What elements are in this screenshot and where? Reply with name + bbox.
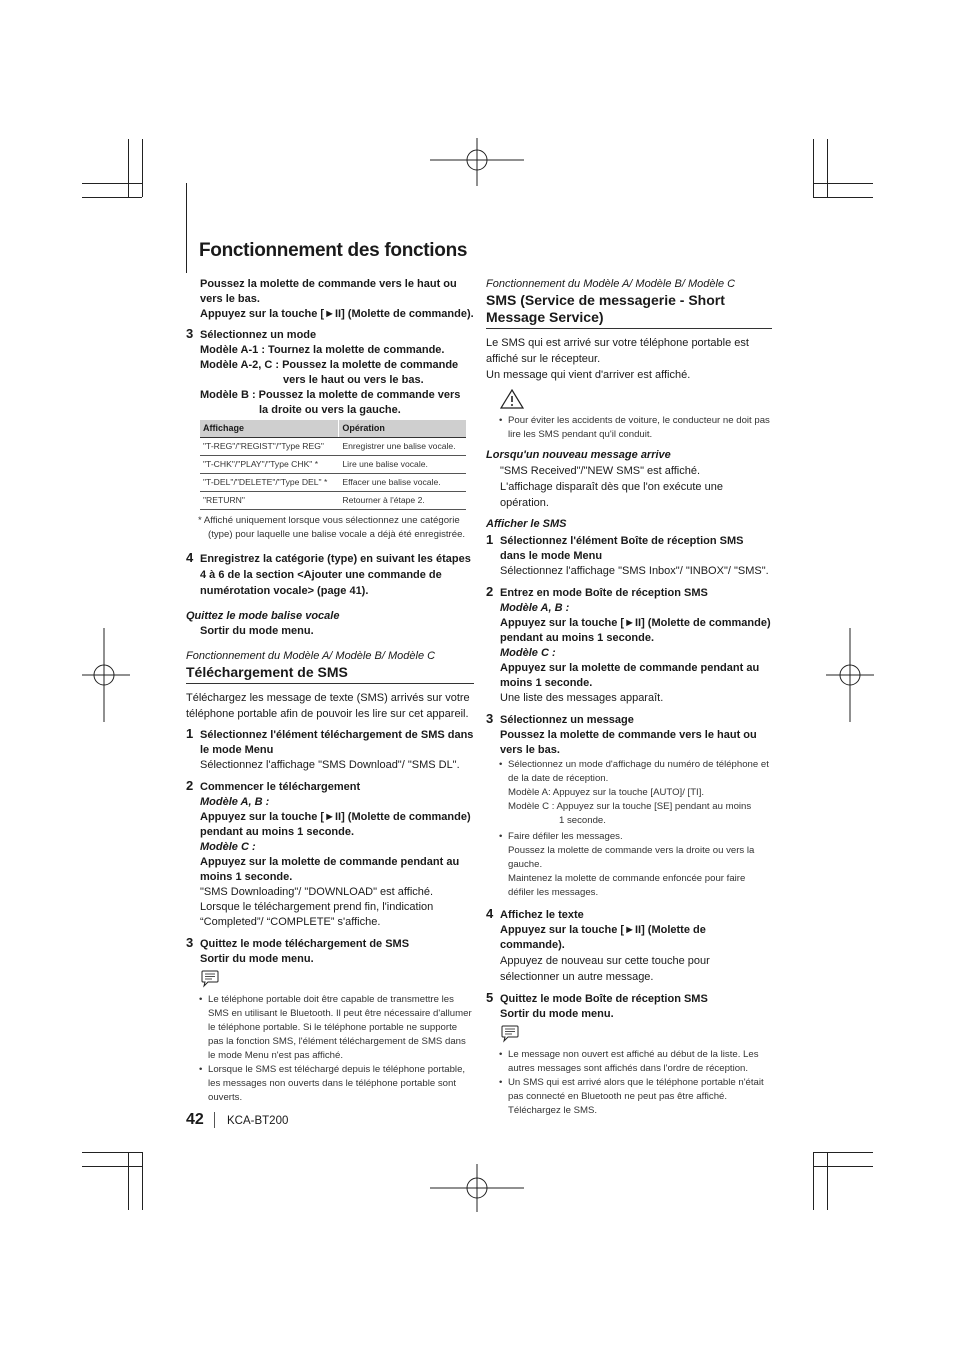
table-header: Opération xyxy=(339,420,466,438)
left-column xyxy=(186,277,474,1105)
note-item: • Lorsque le SMS est téléchargé depuis le téléphone portable, les messages non ouverts dans le téléphone portable sont ouverts. xyxy=(186,1063,474,1105)
step-4: 4 Enregistrez la catégorie (type) en suivant les étapes 4 à 6 de la section <Ajouter une commande de numérotation vocale> (page 41). xyxy=(186,550,471,597)
dl-step-1: 1 Sélectionnez l'élément téléchargement de SMS dans le mode Menu Sélectionnez l'affichage "SMS Download"/ "SMS DL". xyxy=(186,726,474,771)
sms-context: Fonctionnement du Modèle A/ Modèle B/ Modèle C xyxy=(486,278,736,290)
footer-divider xyxy=(214,1112,215,1128)
new-message-text-1: "SMS Received"/"NEW SMS" est affiché. xyxy=(500,465,701,477)
show-sms-title: Afficher le SMS xyxy=(486,518,567,530)
dl-step-3: 3 Quittez le mode téléchargement de SMS Sortir du mode menu. xyxy=(186,935,410,965)
warning-text: • Pour éviter les accidents de voiture, le conducteur ne doit pas lire les SMS pendant qu'il conduit. xyxy=(486,414,772,442)
warning-icon xyxy=(500,389,772,414)
sms-intro-2: Un message qui vient d'arriver est affiché. xyxy=(486,369,691,381)
note-icon xyxy=(486,1025,772,1048)
note-icon xyxy=(186,970,474,993)
model-name: KCA-BT200 xyxy=(227,1115,289,1127)
sms-heading: SMS (Service de messagerie - Short Message Service) xyxy=(486,292,772,329)
sms-step-3-bullet: • Faire défiler les messages. xyxy=(486,830,772,844)
intro-instruction-1: Poussez la molette de commande vers le haut ou vers le bas. xyxy=(200,278,457,305)
intro-instruction-2: Appuyez sur la touche [►II] (Molette de commande). xyxy=(200,308,474,320)
registration-mark-right xyxy=(826,628,874,722)
quit-voice-tag-text: Sortir du mode menu. xyxy=(200,625,314,637)
note-item: • Un SMS qui est arrivé alors que le téléphone portable n'était pas connecté en Bluetooth ne peut pas être affiché. Téléchargez le SMS. xyxy=(486,1076,772,1118)
table-row: "RETURN" Retourner à l'étape 2. xyxy=(200,492,466,510)
sms-intro-1: Le SMS qui est arrivé sur votre téléphone portable est affiché sur le récepteur. xyxy=(486,337,749,365)
table-header: Affichage xyxy=(200,420,339,438)
sms-step-4: 4 Affichez le texte Appuyez sur la touche [►II] (Molette de commande). Appuyez de nouveau sur cette touche pour sélectionner un autre message. xyxy=(486,906,710,983)
note-item: • Le téléphone portable doit être capable de transmettre les SMS en utilisant le Bluetooth. Il peut être nécessaire d'allumer le téléphone portable. Si le téléphone portable ne supporte pas la fonction SMS, l'élément téléchargement de SMS dans le mode Menu n'est pas affiché. xyxy=(186,993,474,1063)
sms-step-3: 3 Sélectionnez un message Poussez la molette de commande vers le haut ou vers le bas. xyxy=(486,711,757,756)
note-item: • Le message non ouvert est affiché au début de la liste. Les autres messages sont affichés dans l'ordre de réception. xyxy=(486,1048,772,1076)
registration-mark-top xyxy=(430,138,524,186)
sms-download-intro: Téléchargez les message de texte (SMS) arrivés sur votre téléphone portable afin de pouvoir les lire sur cet appareil. xyxy=(186,692,470,720)
page-number: 42 xyxy=(186,1111,204,1128)
registration-mark-bottom xyxy=(430,1164,524,1212)
registration-mark-left xyxy=(82,628,130,722)
step-3: 3 Sélectionnez un mode Modèle A-1 : Tournez la molette de commande. Modèle A-2, C : Poussez la molette de commande vers le haut ou vers le bas. Modèle B : Poussez la molette de commande vers la droite ou vers la gauche. xyxy=(186,326,461,416)
sms-download-context: Fonctionnement du Modèle A/ Modèle B/ Modèle C xyxy=(186,650,436,662)
new-message-title: Lorsqu'un nouveau message arrive xyxy=(486,449,671,461)
page-title: Fonctionnement des fonctions xyxy=(199,240,468,261)
table-footnote: * Affiché uniquement lorsque vous sélectionnez une catégorie (type) pour laquelle une balise vocale a déjà été enregistrée. xyxy=(198,515,466,540)
quit-voice-tag-title: Quittez le mode balise vocale xyxy=(186,610,340,622)
new-message-text-2: L'affichage disparaît dès que l'on exécute une opération. xyxy=(500,481,723,509)
sms-step-2: 2 Entrez en mode Boîte de réception SMS Modèle A, B : Appuyez sur la touche [►II] (Molette de commande) pendant au moins 1 seconde. Modèle C : Appuyez sur la molette de commande pendant au moins 1 seconde. Une liste des messages apparaît. xyxy=(486,584,771,704)
dl-step-2: 2 Commencer le téléchargement Modèle A, B : Appuyez sur la touche [►II] (Molette de commande) pendant au moins 1 seconde. Modèle C : Appuyez sur la molette de commande pendant au moins 1 seconde. "SMS Downloading"/ "DOWNLOAD" est affiché. Lorsque le téléchargement prend fin, l'indication “Completed”/ “COMPLETE” s'affiche. xyxy=(186,778,471,928)
sms-step-5: 5 Quittez le mode Boîte de réception SMS Sortir du mode menu. xyxy=(486,990,708,1020)
table-row: "T-DEL"/"DELETE"/"Type DEL" * Effacer une balise vocale. xyxy=(200,474,466,492)
right-column: Fonctionnement du Modèle A/ Modèle B/ Modèle C SMS (Service de messagerie - Short Message Service) Le SMS qui est arrivé sur votre téléphone portable est affiché sur le récepteur. Un message qui vient d'arriver est affiché. • Pour éviter les accidents de voiture, le conducteur ne doit pas lire les SMS pendant qu'il conduit. Lorsqu'un nouveau message arrive "SMS Received"/"NEW SMS" est affiché. L'affichage disparaît dès que l'on exécute une opération. Afficher le SMS 1 Sélectionnez l'élément Boîte de réception SMS dans le mode Menu Sélectionnez l'affichage "SMS Inbox"/ "INBOX"/ "SMS". 2 Entrez en mode Boîte de réception SMS Modèle A, B : Appuyez sur la touche [►II] (Molette de commande) pendant au moins 1 seconde. Modèle C : Appuyez sur la molette de commande pendant au moins 1 seconde. Une liste des messages apparaît. 3 Sélectionnez un message Poussez la molette de commande vers le haut ou vers le bas. • Sélectionnez un mode d'affichage du numéro de téléphone et de la date de réception. Modèle A: Appuyez sur la touche [AUTO]/ [TI]. Modèle C : Appuyez sur la touche [SE] pendant au moins 1 seconde. • Faire défiler les messages. Poussez la molette de commande vers la droite ou vers la gauche. Maintenez la molette de commande enfoncée pour faire défiler les messages. 4 Affichez le texte Appuyez sur la touche [►II] (Molette de commande). Appuyez de nouveau sur cette touche pour sélectionner un autre message. 5 Quittez le mode Boîte de réception SMS Sortir du mode menu. • Le message non ouvert est affiché au début de la liste. Les autres messages sont affichés dans l'ordre de réception. • Un SMS qui est arrivé alors que le téléphone portable n'était pas connecté en Bluetooth ne peut pas être affiché. Téléchargez le SMS. xyxy=(486,277,772,1118)
sms-download-heading: Téléchargement de SMS xyxy=(186,664,474,684)
sms-step-1: 1 Sélectionnez l'élément Boîte de réception SMS dans le mode Menu Sélectionnez l'affichage "SMS Inbox"/ "INBOX"/ "SMS". xyxy=(486,532,769,577)
table-row: "T-CHK"/"PLAY"/"Type CHK" * Lire une balise vocale. xyxy=(200,456,466,474)
table-row: "T-REG"/"REGIST"/"Type REG" Enregistrer une balise vocale. xyxy=(200,438,466,456)
sms-step-3-bullet: • Sélectionnez un mode d'affichage du numéro de téléphone et de la date de réception. xyxy=(486,758,772,786)
voice-tag-table xyxy=(200,420,466,510)
